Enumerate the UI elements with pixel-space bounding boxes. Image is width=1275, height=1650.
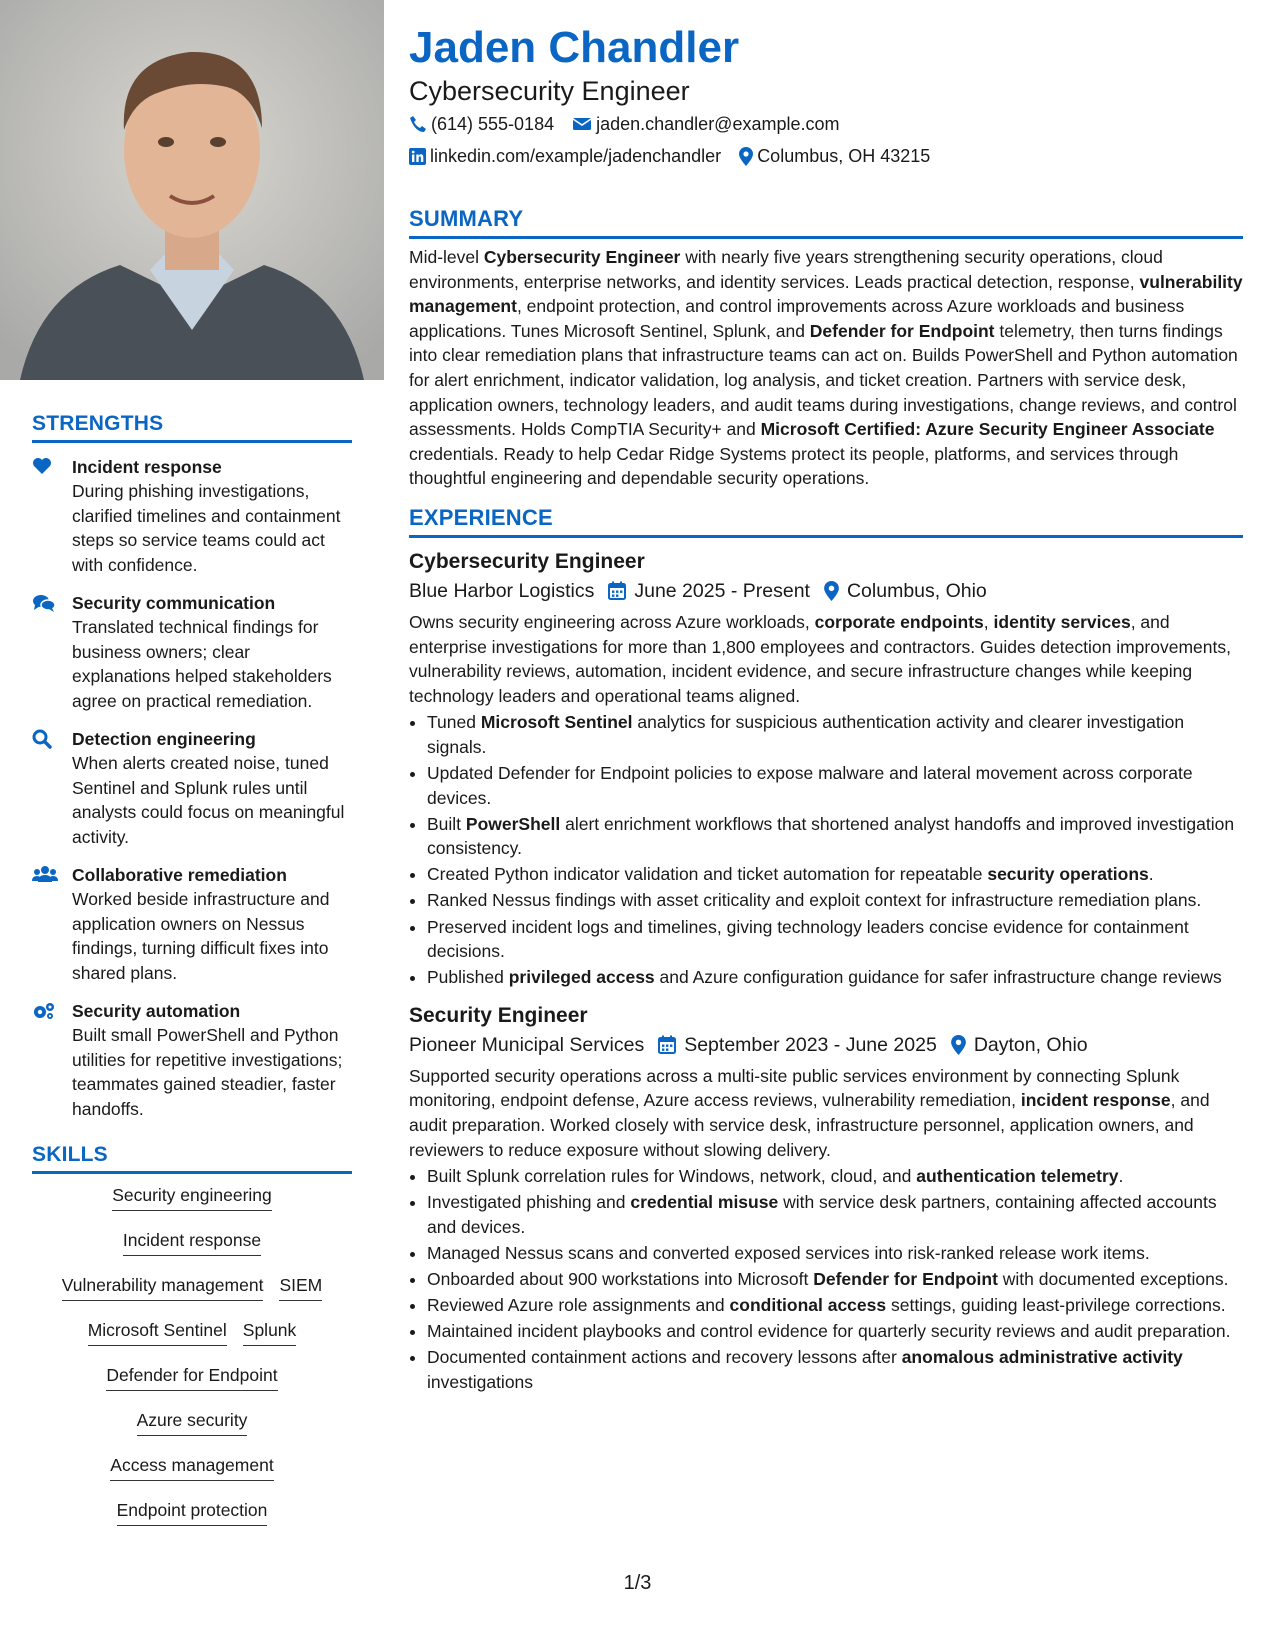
phone-icon bbox=[409, 115, 427, 133]
job-description bbox=[409, 610, 1243, 708]
strengths-list bbox=[32, 455, 352, 1121]
text-segment: Built Splunk correlation rules for Windows, network, cloud, and bbox=[427, 1166, 917, 1187]
summary-text bbox=[409, 245, 1243, 491]
text-segment: Documented containment actions and recovery lessons after bbox=[427, 1347, 902, 1368]
text-segment: Managed Nessus scans and converted exposed services into risk-ranked release work items. bbox=[427, 1243, 1150, 1263]
text-segment: , bbox=[983, 611, 994, 632]
chat-icon bbox=[32, 591, 72, 713]
emphasis-text: anomalous administrative activity bbox=[901, 1347, 1183, 1368]
strength-item bbox=[32, 591, 352, 713]
map-pin-icon bbox=[739, 147, 753, 166]
job-role: Cybersecurity Engineer bbox=[409, 549, 645, 573]
strength-title: Security automation bbox=[72, 1001, 241, 1021]
job-bullet bbox=[427, 1267, 1243, 1292]
text-segment: Built bbox=[427, 813, 466, 834]
gears-icon bbox=[32, 999, 72, 1121]
contact-row-2 bbox=[409, 140, 1243, 172]
strength-title: Incident response bbox=[72, 457, 222, 477]
envelope-icon bbox=[572, 116, 592, 132]
skill-tag: Microsoft Sentinel bbox=[88, 1319, 227, 1346]
job-entry bbox=[409, 548, 1243, 990]
emphasis-text: Microsoft Certified: Azure Security Engineer Associate bbox=[760, 419, 1215, 440]
candidate-title: Cybersecurity Engineer bbox=[409, 76, 690, 106]
linkedin-contact[interactable] bbox=[409, 140, 721, 172]
skill-tag: Splunk bbox=[243, 1319, 297, 1346]
emphasis-text: PowerShell bbox=[465, 813, 561, 834]
text-segment: , endpoint protection, and control improvements across Azure workloads and business applications. Tunes Microsoft Sentinel, Splunk, and bbox=[409, 296, 1185, 341]
strength-item bbox=[32, 455, 352, 577]
company-name: Pioneer Municipal Services bbox=[409, 1033, 645, 1056]
text-segment: settings, guiding least-privilege corrections. bbox=[886, 1295, 1226, 1316]
strength-desc: When alerts created noise, tuned Sentinel and Splunk rules until analysts could focus on meaningful activity. bbox=[72, 753, 345, 847]
job-bullet bbox=[427, 915, 1243, 964]
emphasis-text: credential misuse bbox=[630, 1192, 779, 1213]
emphasis-text: conditional access bbox=[729, 1295, 887, 1316]
skill-tag: Vulnerability management bbox=[62, 1274, 264, 1301]
job-bullet bbox=[427, 862, 1243, 887]
skill-tag: Security engineering bbox=[112, 1184, 272, 1211]
text-segment: Investigated phishing and bbox=[427, 1192, 631, 1213]
text-segment: Ranked Nessus findings with asset criticality and exploit context for infrastructure remediation plans. bbox=[427, 890, 1202, 911]
text-segment: credentials. Ready to help Cedar Ridge Systems protect its people, platforms, and services through thoughtful engineering and dependable security operations. bbox=[409, 443, 1179, 489]
job-dates: June 2025 - Present bbox=[634, 579, 810, 602]
text-segment: with documented exceptions. bbox=[997, 1269, 1229, 1290]
map-pin-icon bbox=[824, 581, 839, 601]
text-segment: , and enterprise investigations for more than 1,800 employees and contractors. Guides detection improvements, vulnerability reviews, automation, incident evidence, and secure infrastructure changes while keeping technology leaders and operational teams aligned. bbox=[409, 611, 1231, 706]
emphasis-text: security operations bbox=[987, 864, 1149, 885]
strength-desc: Worked beside infrastructure and application owners on Nessus findings, turning difficult fixes into shared plans. bbox=[72, 889, 330, 983]
job-location: Dayton, Ohio bbox=[973, 1033, 1088, 1056]
skill-tag: SIEM bbox=[279, 1274, 322, 1301]
skill-tag: Endpoint protection bbox=[117, 1499, 268, 1526]
emphasis-text: vulnerability management bbox=[409, 271, 1243, 317]
search-icon bbox=[32, 727, 72, 849]
calendar-icon bbox=[608, 581, 626, 600]
users-icon bbox=[32, 863, 72, 985]
experience-section bbox=[409, 505, 1243, 1395]
skill-tag: Defender for Endpoint bbox=[106, 1364, 277, 1391]
linkedin-icon bbox=[409, 148, 426, 165]
email-contact[interactable] bbox=[572, 108, 839, 140]
job-bullet bbox=[427, 888, 1243, 913]
emphasis-text: authentication telemetry bbox=[916, 1166, 1119, 1187]
emphasis-text: corporate endpoints bbox=[814, 611, 984, 632]
text-segment: Owns security engineering across Azure workloads, bbox=[409, 611, 815, 632]
strength-desc: Built small PowerShell and Python utilities for repetitive investigations; teammates gained steadier, faster handoffs. bbox=[72, 1025, 343, 1119]
skill-tag: Access management bbox=[110, 1454, 273, 1481]
text-segment: Created Python indicator validation and ticket automation for repeatable bbox=[427, 864, 988, 885]
job-entry bbox=[409, 1002, 1243, 1395]
text-segment: Mid-level bbox=[409, 247, 484, 267]
location-contact bbox=[739, 140, 930, 172]
job-bullet bbox=[427, 1164, 1243, 1189]
skills-title: SKILLS bbox=[32, 1143, 352, 1174]
text-segment: , and audit preparation. Worked closely with service desk, infrastructure personnel, application owners, and reviewers to reduce exposure without slowing delivery. bbox=[409, 1090, 1210, 1160]
profile-photo bbox=[0, 0, 384, 380]
text-segment: with nearly five years strengthening security operations, cloud environments, enterprise networks, and identity services. Leads practical detection, response, bbox=[409, 247, 1163, 292]
strength-title: Detection engineering bbox=[72, 729, 256, 749]
text-segment: alert enrichment workflows that shortened analyst handoffs and improved investigation consistency. bbox=[427, 813, 1235, 859]
text-segment: Reviewed Azure role assignments and bbox=[427, 1295, 730, 1316]
emphasis-text: identity services bbox=[993, 611, 1131, 632]
text-segment: and Azure configuration guidance for safer infrastructure change reviews bbox=[654, 967, 1222, 988]
emphasis-text: Microsoft Sentinel bbox=[480, 712, 633, 733]
text-segment: . bbox=[1118, 1166, 1124, 1187]
job-meta bbox=[409, 576, 1243, 606]
strength-item bbox=[32, 863, 352, 985]
company-name: Blue Harbor Logistics bbox=[409, 579, 595, 602]
job-description bbox=[409, 1064, 1243, 1162]
job-bullet bbox=[427, 1319, 1243, 1344]
text-segment: Tuned bbox=[427, 712, 481, 733]
email-text: jaden.chandler@example.com bbox=[596, 114, 840, 134]
job-bullet bbox=[427, 1241, 1243, 1266]
location-text: Columbus, OH 43215 bbox=[757, 146, 931, 166]
job-location: Columbus, Ohio bbox=[846, 579, 987, 602]
text-segment: . bbox=[1148, 864, 1154, 885]
emphasis-text: incident response bbox=[1020, 1090, 1171, 1111]
phone-text: (614) 555-0184 bbox=[431, 114, 555, 134]
emphasis-text: Defender for Endpoint bbox=[813, 1269, 998, 1290]
skill-tag: Incident response bbox=[123, 1229, 261, 1256]
job-role: Security Engineer bbox=[409, 1003, 588, 1027]
emphasis-text: Defender for Endpoint bbox=[809, 320, 995, 341]
text-segment: Maintained incident playbooks and control evidence for quarterly security reviews and audit preparation. bbox=[427, 1321, 1231, 1342]
strength-desc: Translated technical findings for business owners; clear explanations helped stakeholders agree on practical remediation. bbox=[72, 617, 332, 711]
job-bullet bbox=[427, 1190, 1243, 1239]
text-segment: Supported security operations across a multi-site public services environment by connecting Splunk monitoring, endpoint defense, Azure access reviews, vulnerability remediation, bbox=[409, 1065, 1180, 1111]
job-bullet bbox=[427, 1345, 1243, 1394]
strength-item bbox=[32, 727, 352, 849]
job-bullets bbox=[409, 710, 1243, 990]
text-segment: telemetry, then turns findings into clear remediation plans that infrastructure teams can act on. Builds PowerShell and Python automation for alert enrichment, indicator validation, log analysis, and ticket creation. Partners with service desk, application owners, technology leaders, and audit teams during investigations, change reviews, and control assessments. Holds CompTIA Security+ and bbox=[409, 320, 1238, 440]
heart-icon bbox=[32, 455, 72, 577]
strength-title: Security communication bbox=[72, 593, 276, 613]
text-segment: investigations bbox=[427, 1371, 534, 1392]
strength-desc: During phishing investigations, clarified timelines and containment steps so service teams could act with confidence. bbox=[72, 481, 341, 575]
job-bullet bbox=[427, 1293, 1243, 1318]
job-bullet bbox=[427, 965, 1243, 990]
experience-title: EXPERIENCE bbox=[409, 505, 1243, 538]
skill-tag: Azure security bbox=[137, 1409, 248, 1436]
job-meta bbox=[409, 1030, 1243, 1060]
summary-section bbox=[409, 206, 1243, 491]
job-bullet bbox=[427, 761, 1243, 810]
map-pin-icon bbox=[951, 1035, 966, 1055]
emphasis-text: Cybersecurity Engineer bbox=[483, 247, 681, 267]
job-bullet bbox=[427, 710, 1243, 759]
calendar-icon bbox=[658, 1035, 676, 1054]
job-bullet bbox=[427, 812, 1243, 861]
main-content bbox=[409, 22, 1243, 1396]
skills-list bbox=[32, 1184, 352, 1544]
text-segment: analytics for suspicious authentication activity and clearer investigation signals. bbox=[427, 712, 1185, 757]
emphasis-text: privileged access bbox=[508, 967, 655, 988]
summary-title: SUMMARY bbox=[409, 206, 1243, 239]
text-segment: Onboarded about 900 workstations into Microsoft bbox=[427, 1269, 814, 1290]
linkedin-text: linkedin.com/example/jadenchandler bbox=[430, 146, 722, 166]
sidebar-content bbox=[32, 412, 352, 1544]
strength-item bbox=[32, 999, 352, 1121]
text-segment: Preserved incident logs and timelines, giving technology leaders concise evidence for containment decisions. bbox=[427, 916, 1189, 962]
job-dates: September 2023 - June 2025 bbox=[684, 1033, 937, 1056]
text-segment: with service desk partners, containing affected accounts and devices. bbox=[427, 1192, 1217, 1237]
page-number: 1/3 bbox=[623, 1572, 652, 1594]
strengths-title: STRENGTHS bbox=[32, 412, 352, 443]
sidebar bbox=[0, 0, 384, 1650]
phone-contact[interactable] bbox=[409, 108, 554, 140]
job-bullets bbox=[409, 1164, 1243, 1394]
strength-title: Collaborative remediation bbox=[72, 865, 287, 885]
text-segment: Updated Defender for Endpoint policies to expose malware and lateral movement across corporate devices. bbox=[427, 763, 1193, 808]
text-segment: Published bbox=[427, 967, 509, 988]
contact-row bbox=[409, 108, 1243, 140]
candidate-name: Jaden Chandler bbox=[409, 23, 740, 72]
